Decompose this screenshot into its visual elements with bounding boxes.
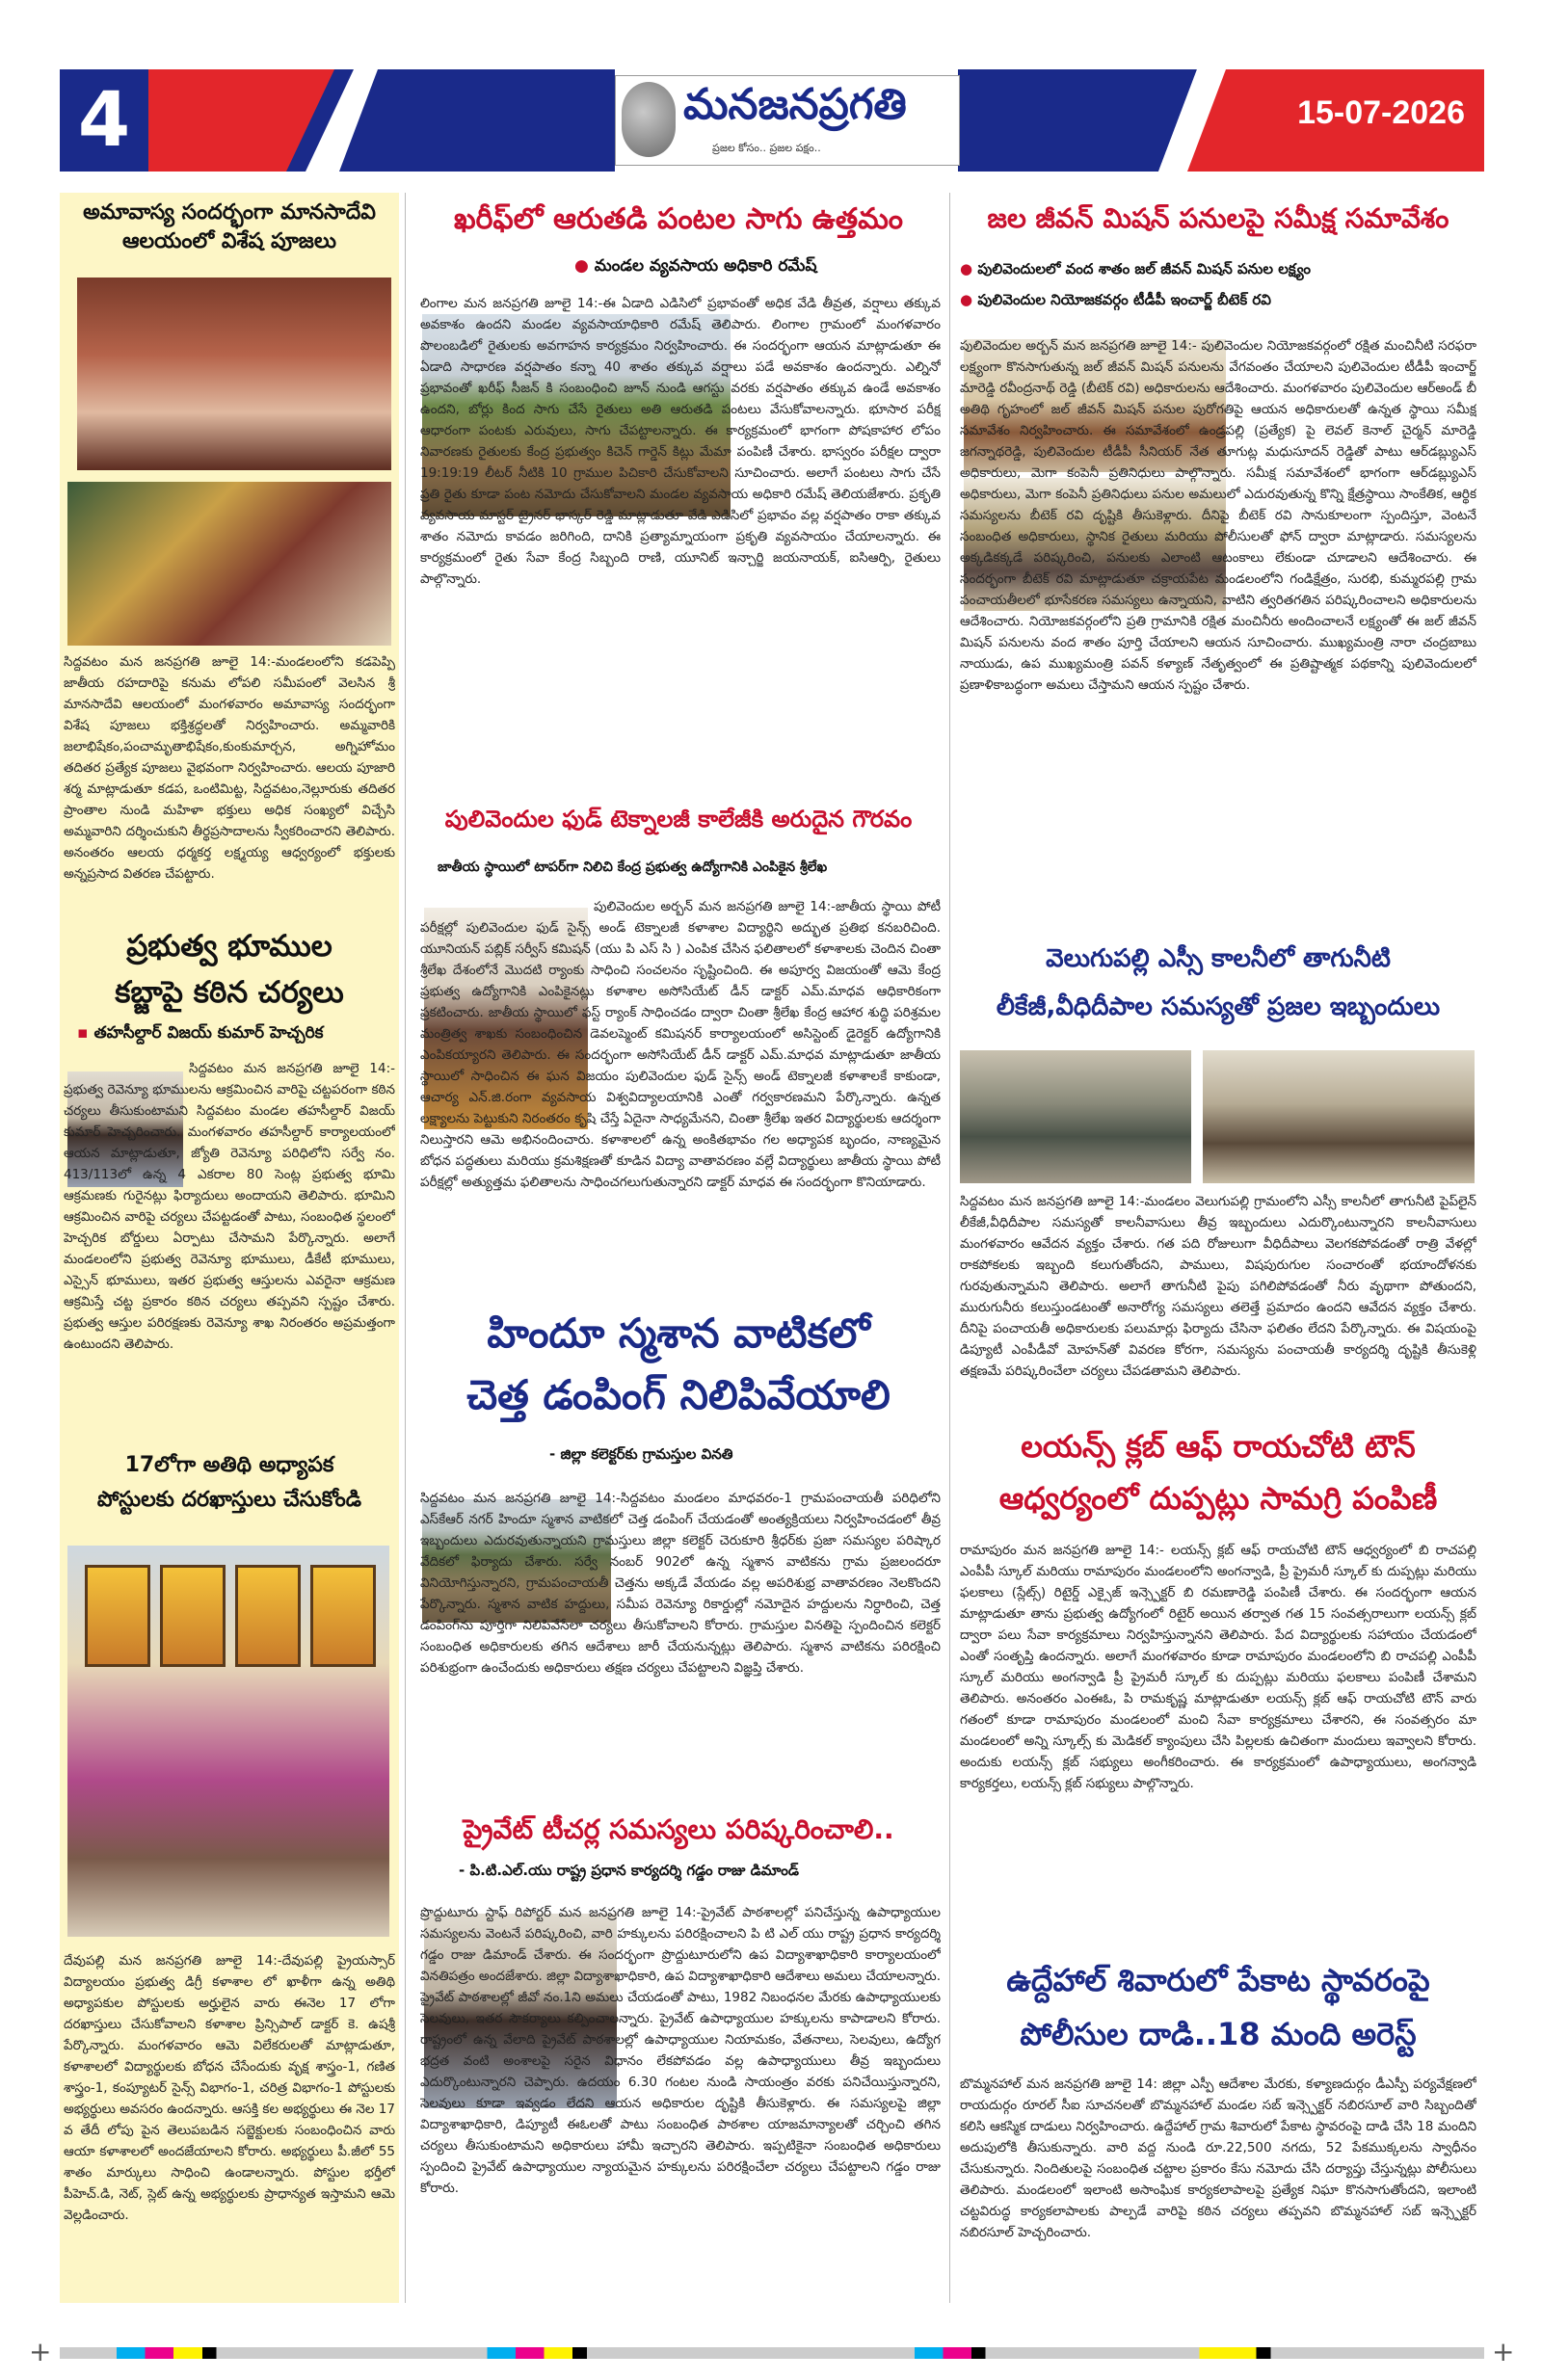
registration-cross-icon: + — [1492, 2336, 1515, 2367]
water-leakage-photo — [960, 1050, 1191, 1183]
logo-emblem-icon — [622, 82, 676, 157]
registration-cross-icon: + — [29, 2336, 52, 2367]
crematorium-subhead-text: జిల్లా కలెక్టర్‌కు గ్రామస్తుల వినతి — [560, 1445, 733, 1463]
crematorium-headline-1: హిందూ స్మశాన వాటికలో — [487, 1309, 870, 1357]
jal-jeevan-bullet-1-text: పులివెందులలో వంద శాతం జల్ జీవన్ మిషన్ పనుల లక్ష్యం — [977, 260, 1312, 278]
govt-land-subhead-text: తహసీల్దార్ విజయ్ కుమార్ హెచ్చరిక — [93, 1023, 324, 1043]
police-raid-body: బొమ్మనహాల్ మన జనప్రగతి జూలై 14: జిల్లా ఎస్పీ ఆదేశాల మేరకు, కళ్యాణదుర్గం డీఎస్పీ పర్యవేక్షణలో రాయదుర్గం రూరల్ సీఐ సూచనలతో బొమ్మనహాల్ మండల సబ్ ఇన్స్పెక్టర్ నబిరసూల్ వారి సిబ్బందితో కలిసి ఆకస్మిక దాడులు నిర్వహించారు. ఉద్దేహాల్ గ్రామ శివారులో పేకాట స్థావరంపై దాడి చేసి 18 మందిని అదుపులోకి తీసుకున్నారు. వారి వద్ద నుండి రూ.22,500 నగదు, 52 పేకముక్కలను స్వాధీనం చేసుకున్నారు. నిందితులపై సంబంధిత చట్టాల ప్రకారం కేసు నమోదు చేసి దర్యాప్తు చేస్తున్నట్లు పోలీసులు తెలిపారు. మండలంలో ఇలాంటి అసాంఘిక కార్యకలాపాలపై ప్రత్యేక నిఘా కొనసాగుతోందని, ఇలాంటి చట్టవిరుద్ధ కార్యకలాపాలకు పాల్పడే వారిపై కఠిన చర్యలు తప్పవని బొమ్మనహాల్ సబ్ ఇన్స్పెక్టర్ నబిరసూల్ హెచ్చరించారు. — [960, 2076, 1476, 2240]
paper-name: మనజనప్రగతి — [683, 80, 907, 129]
column-divider — [405, 193, 406, 2303]
kharif-headline: ఖరీఫ్‌లో ఆరుతడి పంటల సాగు ఉత్తమం — [453, 202, 904, 236]
guest-teacher-body: దేవుపల్లి మన జనప్రగతి జూలై 14:-దేవుపల్లి ప్రైయస్సార్ విద్యాలయం ప్రభుత్వ డిగ్రీ కళాశాల లో ఖాళీగా ఉన్న అతిథి అధ్యాపకుల పోస్టులకు అర్హులైన వారు ఈనెల 17 లోగా దరఖాస్తులు చేసుకోవాలని కళాశాల ప్రిన్సిపాల్ డాక్టర్ కె. ఉషశ్రీ పేర్కొన్నారు. మంగళవారం ఆమె విలేకరులతో మాట్లాడుతూ, కళాశాలలో విద్యార్థులకు బోధన చేసేందుకు వృక్ష శాస్త్రం-1, గణిత శాస్త్రం-1, కంప్యూటర్ సైన్స్ విభాగం-1, చరిత్ర విభాగం-1 పోస్టులకు అభ్యర్థులు అవసరం ఉందన్నారు. ఆసక్తి కల అభ్యర్థులు ఈ నెల 17 వ తేదీ లోపు పైన తెలుపబడిన సబ్జెక్టులకు సంబంధించిన వారు ఆయా కళాశాలలో అందజేయాలని కోరారు. అభ్యర్థులు పీ.జీలో 55 శాతం మార్కులు సాధించి ఉండాలన్నారు. పోస్టుల భర్తీలో పీహెచ్.డి, నెట్, స్లెట్ ఉన్న అభ్యర్థులకు ప్రాధాన్యత ఇస్తామని ఆమె వెల్లడించారు. — [64, 1953, 395, 2223]
principal-office-photo — [67, 1546, 389, 1937]
crematorium-headline-2: చెత్త డంపింగ్ నిలిపివేయాలి — [466, 1371, 891, 1418]
food-tech-body: పులివెందుల అర్బన్ మన జనప్రగతి జూలై 14:-జాతీయ స్థాయి పోటీ పరీక్షల్లో పులివెందుల ఫుడ్ సైన్స్ అండ్ టెక్నాలజీ కళాశాల విద్యార్థిని అద్భుత ప్రతిభ కనబరిచింది. యూనియన్ పబ్లిక్ సర్వీస్ కమిషన్ (యు పి ఎస్ సి ) ఎంపిక చేసిన ఫలితాలలో కళాశాలకు చెందిన చింతా శ్రీలేఖ దేశంలోనే మొదటి ర్యాంకు సాధించి సంచలనం సృష్టించింది. ఈ అపూర్వ విజయంతో ఆమె కేంద్ర ప్రభుత్వ ఉద్యోగానికి ఎంపికైనట్లు కళాశాల అసోసియేట్ డీన్ డాక్టర్ ఎమ్.మాధవ ఆధికారికంగా ప్రకటించారు. జాతీయ స్థాయిలో ఫస్ట్ ర్యాంక్ సాధించడం ద్వారా చింతా శ్రీలేఖ కేంద్ర ఆహార శుద్ధి పరిశ్రమల మంత్రిత్వ శాఖకు సంబంధించిన డెవలప్మెంట్ కమిషనర్ కార్యాలయంలో అసిస్టెంట్ డైరెక్టర్ ఉద్యోగానికి ఎంపికయ్యారని తెలిపారు. ఈ సందర్భంగా అసోసియేట్ డీన్ డాక్టర్ ఎమ్.మాధవ మాట్లాడుతూ జాతీయ స్థాయిలో సాధించిన ఈ ఘన విజయం పులివెందుల ఫుడ్ సైన్స్ అండ్ టెక్నాలజీ కళాశాలకే కాకుండా, ఆచార్య ఎన్.జి.రంగా వ్యవసాయ విశ్వవిద్యాలయానికి ఎంతో గర్వకారణమని పేర్కొన్నారు. ఉన్నత లక్ష్యాలను పెట్టుకుని నిరంతరం కృషి చేస్తే ఏదైనా సాధ్యమేనని, చింతా శ్రీలేఖ ఇతర విద్యార్థులకు ఆదర్శంగా నిలుస్తారని ఆమె అభినందించారు. కళాశాలలో ఉన్న అంకితభావం గల అధ్యాపక బృందం, నాణ్యమైన బోధన పద్ధతులు మరియు క్రమశిక్షణతో కూడిన విద్యా వాతావరణం వల్లే విద్యార్థులు జాతీయ స్థాయి పోటీ పరీక్షల్లో అత్యుత్తమ ఫలితాలను సాధించగలుగుతున్నారని డాక్టర్ మాధవ ఈ సందర్భంగా కొనియాడారు. — [420, 899, 941, 1190]
temple-photo — [77, 278, 391, 470]
bullet-icon: ▪ — [77, 1023, 94, 1043]
temple-headline: అమావాస్య సందర్భంగా మానసాదేవి ఆలయంలో విశేష పూజలు — [83, 200, 376, 253]
bullet-icon: ● — [574, 256, 595, 276]
private-teachers-headline: ప్రైవేట్ టీచర్ల సమస్యలు పరిష్కరించాలి.. — [463, 1813, 894, 1845]
jal-jeevan-bullet-1 — [960, 260, 1311, 281]
govt-land-body: సిద్దవటం మన జనప్రగతి జూలై 14:-ప్రభుత్వ రెవెన్యూ భూములను ఆక్రమించిన వారిపై చట్టపరంగా కఠిన చర్యలు తీసుకుంటామని సిద్దవటం మండల తహసీల్దార్ విజయ్ కుమార్ హెచ్చరించారు. మంగళవారం తహసీల్దార్ కార్యాలయంలో ఆయన మాట్లాడుతూ, జ్యోతి రెవెన్యూ పరిధిలోని సర్వే నం. 413/113లో ఉన్న 4 ఎకరాల 80 సెంట్ల ప్రభుత్వ భూమి ఆక్రమణకు గురైనట్లు ఫిర్యాదులు అందాయని తెలిపారు. భూమిని ఆక్రమించిన వారిపై చర్యలు చేపట్టడంతో పాటు, సంబంధిత స్థలంలో హెచ్చరిక బోర్డులు ఏర్పాటు చేసామని పేర్కొన్నారు. అలాగే మండలంలోని ప్రభుత్వ రెవెన్యూ భూములు, డీకేటీ భూములు, ఎస్సైన్ భూములు, ఇతర ప్రభుత్వ ఆస్తులను ఎవరైనా ఆక్రమణ ఆక్రమిస్తే చట్ట ప్రకారం కఠిన చర్యలు తప్పవని స్పష్టం చేశారు. ప్రభుత్వ ఆస్తుల పరిరక్షణకు రెవెన్యూ శాఖ నిరంతరం అప్రమత్తంగా ఉంటుందని తెలిపారు. — [64, 1061, 395, 1352]
wall-portraits — [85, 1565, 376, 1671]
police-raid-headline-1: ఉద్దేహాల్ శివారులో పేకాట స్థావరంపై — [1006, 1962, 1430, 1998]
guest-teacher-headline-1: 17లోగా అతిథి అధ్యాపక — [124, 1453, 334, 1477]
bullet-icon: ● — [960, 291, 978, 308]
crematorium-body: సిద్దవటం మన జనప్రగతి జూలై 14:-సిద్దవటం మండలం మాధవరం-1 గ్రామపంచాయతీ పరిధిలోని ఎస్‌కేఆర్ నగర్ హిందూ స్మశాన వాటికలో చెత్త డంపింగ్ చేయడంతో అంత్యక్రియలు నిర్వహించడంలో తీవ్ర ఇబ్బందులు ఎదురవుతున్నాయని గ్రామస్తులు జిల్లా కలెక్టర్ చెరుకూరి శ్రీధర్‌కు ప్రజా సమస్యల పరిష్కార వేదికలో ఫిర్యాదు చేశారు. సర్వే నంబర్ 902లో ఉన్న స్మశాన వాటికను గ్రామ ప్రజలందరూ వినియోగిస్తున్నారని, గ్రామపంచాయతీ చెత్తను అక్కడే వేయడం వల్ల అపరిశుభ్ర వాతావరణం నెలకొందని పేర్కొన్నారు. స్మశాన వాటిక హద్దులు, సమీప రెవెన్యూ రికార్డుల్లో నమోదైన హద్దులను నిర్ధారించి, చెత్త డంపింగ్‌ను పూర్తిగా నిలిపివేసేలా చర్యలు తీసుకోవాలని కోరారు. గ్రామస్తుల వినతిపై స్పందించిన కలెక్టర్ సంబంధిత అధికారులకు తగిన ఆదేశాలు జారీ చేయనున్నట్లు తెలిపారు. స్మశాన వాటికను పరిరక్షించి పరిశుభ్రంగా ఉంచేందుకు అధికారులు తక్షణ చర్యలు చేపట్టాలని విజ్ఞప్తి చేశారు. — [420, 1491, 941, 1676]
private-teachers-subhead: - పి.టి.ఎల్.యు రాష్ట్ర ప్రధాన కార్యదర్శి గడ్డం రాజు డిమాండ్ — [459, 1862, 799, 1879]
color-registration-strip — [60, 2347, 1484, 2359]
issue-date: 15-07-2026 — [1297, 94, 1465, 131]
food-tech-headline: పులివెందుల ఫుడ్ టెక్నాలజీ కాలేజీకి అరుదైన గౌరవం — [444, 806, 913, 833]
lions-club-headline-2: ఆధ్వర్యంలో దుప్పట్లు సామగ్రి పంపిణీ — [998, 1480, 1438, 1517]
velugupalli-headline-1: వెలుగుపల్లి ఎస్సీ కాలనీలో తాగునీటి — [1046, 944, 1391, 973]
govt-land-headline-2: కబ్జాపై కఠిన చర్యలు — [115, 975, 344, 1010]
jal-jeevan-headline: జల జీవన్ మిషన్ పనులపై సమీక్ష సమావేశం — [987, 202, 1449, 234]
private-teachers-subhead-text: పి.టి.ఎల్.యు రాష్ట్ర ప్రధాన కార్యదర్శి గడ్డం రాజు డిమాండ్ — [469, 1862, 799, 1879]
crematorium-subhead: - జిల్లా కలెక్టర్‌కు గ్రామస్తుల వినతి — [549, 1445, 733, 1463]
jal-jeevan-body: పులివెందుల అర్బన్ మన జనప్రగతి జూలై 14:- పులివెందుల నియోజకవర్గంలో రక్షిత మంచినీటి సరఫరా లక్ష్యంగా కొనసాగుతున్న జల్ జీవన్ మిషన్ పనులను వేగవంతం చేయాలని పులివెందుల టీడీపీ ఇంచార్జ్ మారెడ్డి రవీంద్రనాథ్ రెడ్డి (బీటెక్ రవి) అధికారులను ఆదేశించారు. మంగళవారం పులివెందుల ఆర్‌అండ్ బీ అతిథి గృహంలో జల్ జీవన్ మిషన్ పనుల పురోగతిపై ఆయన అధికారులతో ఉన్నత స్థాయి సమీక్ష సమావేశం నిర్వహించారు. ఈ సమావేశంలో ఉండ్రపల్లి (ప్రత్యేక) పై లెవల్ కెనాల్ చైర్మన్ మారెడ్డి జగన్నాథరెడ్డి, పులివెందుల టీడీపీ సీనియర్ నేత తూగుట్ల మధుసూదన్ రెడ్డితో పాటు ఆర్‌డబ్ల్యుఎస్ అధికారులు, మెగా కంపెనీ ప్రతినిధులు పాల్గొన్నారు. సమీక్ష సమావేశంలో భాగంగా ఆర్‌డబ్ల్యుఎస్ అధికారులు, మెగా కంపెనీ ప్రతినిధులు పనుల అమలులో ఎదురవుతున్న కొన్ని క్షేత్రస్థాయి సాంకేతిక, ఆర్థిక సమస్యలను బీటెక్ రవి దృష్టికి తీసుకెళ్లారు. దీనిపై బీటెక్ రవి సానుకూలంగా స్పందిస్తూ, వెంటనే సంబంధిత అధికారులు, స్థానిక రైతులు మరియు పోలీసులతో ఫోన్ ద్వారా మాట్లాడారు. సమస్యలను అక్కడికక్కడే పరిష్కరించి, పనులకు ఎలాంటి ఆటంకాలు లేకుండా చూడాలని ఆదేశించారు. ఈ సందర్భంగా బీటెక్ రవి మాట్లాడుతూ చక్రాయపేట మండలంలోని గండిక్షేత్రం, సురభి, కుమ్మరపల్లి గ్రామ పంచాయతీలలో భూసేకరణ సమస్యలు ఉన్నాయని, వాటిని త్వరితగతిన పరిష్కరించాలని అధికారులను ఆదేశించారు. నియోజకవర్గంలోని ప్రతి గ్రామానికి రక్షిత మంచినీరు అందించాలనే లక్ష్యంతో ఈ జల్ జీవన్ మిషన్ పనులను వంద శాతం పూర్తి చేయాలని ఆయన సూచించారు. ముఖ్యమంత్రి నారా చంద్రబాబు నాయుడు, ఉప ముఖ్యమంత్రి పవన్ కళ్యాణ్ నేతృత్వంలో ఈ ప్రతిష్టాత్మక పథకాన్ని పులివెందులలో ప్రణాళికాబద్ధంగా అమలు చేస్తామని ఆయన స్పష్టం చేశారు. — [960, 338, 1476, 693]
column-divider — [949, 193, 950, 2303]
street-drain-photo — [1203, 1050, 1475, 1183]
jal-jeevan-bullet-2-text: పులివెందుల నియోజకవర్గం టీడీపీ ఇంచార్జ్ బీటెక్ రవి — [977, 291, 1271, 308]
jal-jeevan-bullet-2 — [960, 291, 1271, 312]
temple-crowd-photo — [67, 482, 391, 646]
velugupalli-body: సిద్దవటం మన జనప్రగతి జూలై 14:-మండలం వెలుగుపల్లి గ్రామంలోని ఎస్సీ కాలనీలో తాగునీటి పైప్‌లైన్ లీకేజీ,వీధిదీపాల సమస్యతో కాలనీవాసులు తీవ్ర ఇబ్బందులు ఎదుర్కొంటున్నారని కాలనీవాసులు మంగళవారం ఆవేదన వ్యక్తం చేశారు. గత పది రోజులుగా వీధిదీపాలు వెలగకపోవడంతో రాత్రి వేళల్లో రాకపోకలకు ఇబ్బంది కలుగుతోందని, పాములు, విషపురుగుల సంచారంతో భయాందోళనకు గురవుతున్నామని తెలిపారు. అలాగే తాగునీటి పైపు పగిలిపోవడంతో నీరు వృథాగా పోతుందని, మురుగునీరు కలుస్తుండటంతో అనారోగ్య సమస్యలు తలెత్తే ప్రమాదం ఉందని ఆవేదన వ్యక్తం చేశారు. దీనిపై పంచాయతీ అధికారులకు పలుమార్లు ఫిర్యాదు చేసినా ఫలితం లేదని పేర్కొన్నారు. ఈ విషయంపై డిప్యూటీ ఎంపీడీవో మోహన్‌తో వివరణ కోరగా, సమస్యను పంచాయతీ కార్యదర్శి దృష్టికి తీసుకెళ్లి తక్షణమే పరిష్కరించేలా చర్యలు చేపడతామని తెలిపారు. — [960, 1194, 1476, 1379]
kharif-subhead — [574, 256, 817, 279]
kharif-body: లింగాల మన జనప్రగతి జూలై 14:-ఈ ఏడాది ఎడిసిలో ప్రభావంతో అధిక వేడి తీవ్రత, వర్షాలు తక్కువ అవకాశం ఉందని మండల వ్యవసాయాధికారి రమేష్ తెలిపారు. లింగాల గ్రామంలో మంగళవారం పొలంబడిలో రైతులకు అవగాహన కార్యక్రమం నిర్వహించారు. ఈ సందర్భంగా ఆయన మాట్లాడుతూ ఈ ఏడాది సాధారణ వర్షపాతం కన్నా 40 శాతం తక్కువ వర్షాలు పడే అవకాశం ఉందన్నారు. ఎల్నినో ప్రభావంతో ఖరీఫ్ సీజన్ కి సంబంధించి జూన్ నుండి ఆగస్టు వరకు వర్షపాతం తక్కువ ఉండే అవకాశం ఉందని, బోర్లు కింద సాగు చేసే రైతులు అతి ఆరుతడి పంటలు వేసుకోవాలన్నారు. భూసార పరీక్ష ఆధారంగా పంటకు ఎరువులు, సాగు చేపట్టాలన్నారు. ఈ కార్యక్రమంలో భాగంగా పోషకాహార లోపం నివారణకు రైతులకు కేంద్ర ప్రభుత్వం కిచెన్ గార్డెన్ కిట్లు మేమా పంపిణీ చేశారు. భాస్వరం పరీక్షల ద్వారా 19:19:19 లీటర్ నీటికి 10 గ్రాముల పిచికారి చేసుకోవాలని సూచించారు. అలాగే పంటలు సాగు చేసే ప్రతి రైతు కూడా పంట నమోదు చేసుకోవాలని మండల వ్యవసాయ అధికారి రమేష్ తెలియజేశారు. ప్రకృతి వ్యవసాయ మాస్టర్ ట్రైనర్ భాస్కర్ రెడ్డి మాట్లాడుతూ వేడి ఎడిసిలో ప్రభావం వల్ల వర్షపాతం రాకా తక్కువ శాతం నమోదు కావడం జరిగింది, దానికి ప్రత్యామ్నాయంగా ప్రకృతి వ్యవసాయం చేయాలన్నారు. ఈ కార్యక్రమంలో రైతు సేవా కేంద్ర సిబ్బంది రాణి, యూనిట్ ఇన్చార్జి జయనాయక్, ఐసిఆర్పి, రైతులు పాల్గొన్నారు. — [420, 296, 941, 587]
guest-teacher-headline-2: పోస్టులకు దరఖాస్తులు చేసుకోండి — [96, 1488, 362, 1512]
kharif-subhead-text: మండల వ్యవసాయ అధికారి రమేష్ — [594, 256, 817, 276]
govt-land-subhead — [77, 1023, 324, 1046]
lions-club-headline-1: లయన్స్ క్లబ్ ఆఫ్ రాయచోటి టౌన్ — [1021, 1428, 1416, 1465]
bullet-icon: ● — [960, 260, 978, 278]
page-number: 4 — [60, 69, 148, 172]
food-tech-subhead: జాతీయ స్థాయిలో టాపర్‌గా నిలిచి కేంద్ర ప్రభుత్వ ఉద్యోగానికి ఎంపికైన శ్రీలేఖ — [438, 859, 828, 875]
lions-club-body: రామాపురం మన జనప్రగతి జూలై 14:- లయన్స్ క్లబ్ ఆఫ్ రాయచోటి టౌన్ ఆధ్వర్యంలో బి రాచపల్లి ఎంపీపీ స్కూల్ మరియు రామాపురం మండలంలోని అంగన్వాడి, ప్రీ ప్రైమరీ స్కూల్ కు దుప్పట్లు మరియు ఫలకాలు (స్లేట్స్) రిటైర్డ్ ఎక్సైజ్ ఇన్స్పెక్టర్ బి రమణారెడ్డి పంపిణీ చేశారు. ఈ సందర్భంగా ఆయన మాట్లాడుతూ తాను ప్రభుత్వ ఉద్యోగంలో రిటైర్ అయిన తర్వాత గత 15 సంవత్సరాలుగా లయన్స్ క్లబ్ ద్వారా పలు సేవా కార్యక్రమాలు నిర్వహిస్తున్నానని తెలిపారు. పేద విద్యార్థులకు సహాయం చేయడంలో ఎంతో సంతృప్తి ఉందన్నారు. అలాగే మంగళవారం కూడా రామాపురం మండలంలోని బి రాచపల్లి ఎంపీపీ స్కూల్ మరియు అంగన్వాడి ప్రీ ప్రైమరీ స్కూల్ కు దుప్పట్లు మరియు ఫలకాలు పంపిణీ చేశామని తెలిపారు. అనంతరం ఎంఈఓ, పి రామకృష్ణ మాట్లాడుతూ లయన్స్ క్లబ్ ఆఫ్ రాయచోటి టౌన్ వారు గతంలో కూడా రామాపురం మండలంలో మంచి సేవా కార్యక్రమాలు చేశారని, ఈ సంవత్సరం మా మండలంలో అన్ని స్కూల్స్ కు మెడికల్ క్యాంపులు చేసి పిల్లలకు ఉచితంగా మందులు ఇవ్వాలని కోరారు. అందుకు లయన్స్ క్లబ్ సభ్యులు అంగీకరించారు. ఈ కార్యక్రమంలో ఉపాధ్యాయులు, అంగన్వాడి కార్యకర్తలు, లయన్స్ క్లబ్ సభ్యులు పాల్గొన్నారు. — [960, 1543, 1476, 1791]
velugupalli-headline-2: లీకేజీ,వీధిదీపాల సమస్యతో ప్రజల ఇబ్బందులు — [996, 992, 1441, 1021]
masthead — [60, 69, 1484, 172]
paper-logo — [615, 75, 960, 166]
govt-land-headline-1: ప్రభుత్వ భూముల — [126, 929, 332, 964]
temple-body: సిద్దవటం మన జనప్రగతి జూలై 14:-మండలంలోని కడపెప్పి జాతీయ రహదారిపై కనుమ లోపలి సమీపంలో వెలసిన శ్రీ మానసాదేవి ఆలయంలో మంగళవారం అమావాస్య సందర్భంగా విశేష పూజలు భక్తిశ్రద్ధలతో నిర్వహించారు. అమ్మవారికి జలాభిషేకం,పంచామృతాభిషేకం,కుంకుమార్చన, అగ్నిహోమం తదితర ప్రత్యేక పూజలు వైభవంగా నిర్వహించారు. ఆలయ పూజారి శర్మ మాట్లాడుతూ కడప, ఒంటిమిట్ట, సిద్దవటం,నెల్లూరుకు తదితర ప్రాంతాల నుండి మహిళా భక్తులు అధిక సంఖ్యలో విచ్చేసి అమ్మవారిని దర్శించుకుని తీర్థప్రసాదాలను స్వీకరించారని తెలిపారు. అనంతరం ఆలయ ధర్మకర్త లక్ష్మయ్య ఆధ్వర్యంలో భక్తులకు అన్నప్రసాద వితరణ చేపట్టారు. — [64, 654, 395, 882]
private-teachers-body: ప్రొద్దుటూరు స్టాఫ్ రిపోర్టర్ మన జనప్రగతి జూలై 14:-ప్రైవేట్ పాఠశాలల్లో పనిచేస్తున్న ఉపాధ్యాయుల సమస్యలను వెంటనే పరిష్కరించి, వారి హక్కులను పరిరక్షించాలని పి టి ఎల్ యు రాష్ట్ర ప్రధాన కార్యదర్శి గడ్డం రాజు డిమాండ్ చేశారు. ఈ సందర్భంగా ప్రొద్దుటూరులోని ఉప విద్యాశాఖాధికారి కార్యాలయంలో వినతిపత్రం అందజేశారు. జిల్లా విద్యాశాఖాధికారి, ఉప విద్యాశాఖాధికారి ఆదేశాలు అమలు చేయాలన్నారు. ప్రైవేట్ పాఠశాలల్లో జీవో నం.1ని అమలు చేయడంతో పాటు, 1982 నిబంధనల మేరకు ఉపాధ్యాయులకు సెలవులు, ఇతర సౌకర్యాలు కల్పించాలన్నారు. ప్రైవేట్ ఉపాధ్యాయుల హక్కులను కాపాడాలని కోరారు. రాష్ట్రంలో ఉన్న వేలాది ప్రైవేట్ పాఠశాలల్లో ఉపాధ్యాయుల నియామకం, వేతనాలు, సెలవులు, ఉద్యోగ భద్రత వంటి అంశాలపై సరైన విధానం లేకపోవడం వల్ల ఉపాధ్యాయులు తీవ్ర ఇబ్బందులు ఎదుర్కొంటున్నారని చెప్పారు. ఉదయం 6.30 గంటల నుండి సాయంత్రం వరకు పనిచేయిస్తున్నారని, సెలవులు కూడా ఇవ్వడం లేదని ఆయన అధికారుల దృష్టికి తీసుకెళ్లారు. ఈ సమస్యలపై జిల్లా విద్యాశాఖాధికారి, డిప్యూటీ ఈఓలతో పాటు సంబంధిత పాఠశాల యాజమాన్యాలతో చర్చించి తగిన చర్యలు తీసుకుంటామని అధికారులు హామీ ఇచ్చారని తెలిపారు. ఇప్పటికైనా సంబంధిత అధికారులు స్పందించి ప్రైవేట్ ఉపాధ్యాయుల న్యాయమైన హక్కులను పరిరక్షించేలా చర్యలు చేపట్టాలని గడ్డం రాజు కోరారు. — [420, 1905, 941, 2196]
paper-tagline: ప్రజల కోసం.. ప్రజల పక్షం.. — [712, 142, 821, 154]
police-raid-headline-2: పోలీసుల దాడి..18 మంది అరెస్ట్ — [1020, 2016, 1417, 2052]
